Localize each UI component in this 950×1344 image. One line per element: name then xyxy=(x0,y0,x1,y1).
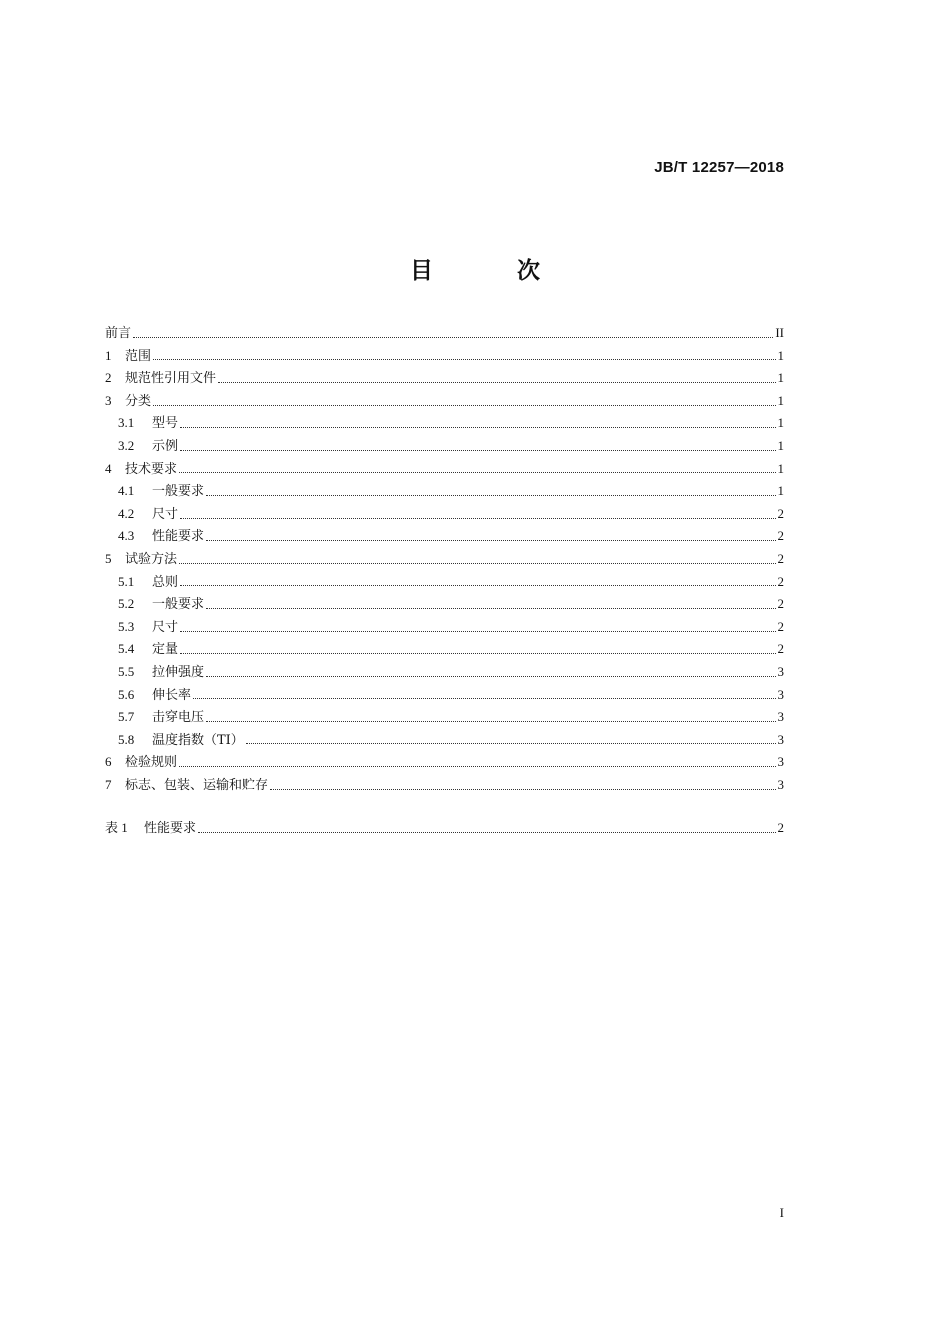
toc-entry-page: II xyxy=(775,325,784,340)
dot-leader xyxy=(180,653,775,654)
toc-entry-title: 拉伸强度 xyxy=(152,664,205,680)
toc-entry[interactable] xyxy=(105,367,784,390)
dot-leader xyxy=(179,766,775,767)
toc-entry[interactable] xyxy=(105,458,784,481)
toc-entry-number: 3.2 xyxy=(118,437,135,453)
toc-entry-page: 3 xyxy=(777,731,784,747)
dot-leader xyxy=(198,832,775,833)
toc-entry-page: 3 xyxy=(777,776,784,792)
toc-entry-number: 5.1 xyxy=(118,573,135,589)
toc-entry-page: 3 xyxy=(777,663,784,679)
dot-leader xyxy=(206,540,775,541)
toc-entry-page: 1 xyxy=(777,347,784,363)
toc-entry-page: 1 xyxy=(777,483,784,499)
toc-entry-page: 1 xyxy=(777,437,784,453)
toc-entry-number: 5.7 xyxy=(118,709,135,725)
toc-entry-number: 1 xyxy=(105,347,112,363)
toc-entry[interactable] xyxy=(105,661,784,684)
toc-entry-title: 总则 xyxy=(152,574,179,590)
toc-entry-title: 分类 xyxy=(125,393,152,409)
dot-leader xyxy=(206,495,775,496)
toc-entry-title: 型号 xyxy=(152,416,179,432)
page-title: 目 次 xyxy=(409,258,578,284)
toc-entry[interactable] xyxy=(105,390,784,413)
toc-entry-title: 尺寸 xyxy=(152,506,179,522)
toc-entry-page: 2 xyxy=(777,528,784,544)
toc-entry[interactable] xyxy=(105,774,784,797)
dot-leader xyxy=(180,518,775,519)
dot-leader xyxy=(246,743,776,744)
toc-entry-title: 温度指数（TI） xyxy=(152,732,244,748)
toc-entry-number: 5.4 xyxy=(118,641,135,657)
toc-entry[interactable] xyxy=(105,638,784,661)
toc-entry-title: 范围 xyxy=(125,348,152,364)
toc-entry-title: 规范性引用文件 xyxy=(125,371,217,387)
toc-entry-number: 4.3 xyxy=(118,528,135,544)
toc-entry-number: 5 xyxy=(105,550,112,566)
dot-leader xyxy=(206,721,775,722)
toc-entry-number: 4 xyxy=(105,460,112,476)
dot-leader xyxy=(179,563,775,564)
toc-entry[interactable] xyxy=(105,525,784,548)
dot-leader xyxy=(193,698,775,699)
toc-entry[interactable] xyxy=(105,706,784,729)
dot-leader xyxy=(133,337,773,338)
toc-entry-page: 3 xyxy=(777,686,784,702)
toc-entry-title: 标志、包装、运输和贮存 xyxy=(125,777,269,793)
dot-leader xyxy=(153,359,775,360)
toc-entry[interactable] xyxy=(105,751,784,774)
toc-entry-title: 前言 xyxy=(105,326,132,341)
toc-entry-page: 2 xyxy=(777,505,784,521)
table-list-entry[interactable] xyxy=(105,817,784,840)
toc-entry[interactable] xyxy=(105,729,784,752)
toc-entry-page: 1 xyxy=(777,392,784,408)
page-number: I xyxy=(779,1205,784,1220)
toc-entry-title: 性能要求 xyxy=(152,529,205,545)
toc-entry[interactable] xyxy=(105,435,784,458)
toc-entry[interactable] xyxy=(105,503,784,526)
toc-entry-page: 2 xyxy=(777,618,784,634)
dot-leader xyxy=(180,450,775,451)
toc-entry[interactable] xyxy=(105,616,784,639)
toc-entry[interactable] xyxy=(105,684,784,707)
toc-entry-number: 5.2 xyxy=(118,596,135,612)
toc-entry[interactable] xyxy=(105,412,784,435)
toc-entry-number: 4.2 xyxy=(118,505,135,521)
toc-entry-number: 表 1 xyxy=(105,820,128,836)
toc-entry-title: 伸长率 xyxy=(152,687,192,703)
dot-leader xyxy=(218,382,775,383)
dot-leader xyxy=(180,585,775,586)
toc-entry-page: 2 xyxy=(777,573,784,589)
document-code: JB/T 12257—2018 xyxy=(654,159,784,176)
toc-entry-number: 6 xyxy=(105,754,112,770)
toc-entry-title: 检验规则 xyxy=(125,755,178,771)
toc-entry-number: 7 xyxy=(105,776,112,792)
toc-entry-page: 2 xyxy=(777,550,784,566)
toc-entry-title: 一般要求 xyxy=(152,484,205,500)
toc-entry[interactable] xyxy=(105,571,784,594)
toc-entry-title: 性能要求 xyxy=(144,821,197,837)
toc-entry-title: 示例 xyxy=(152,438,179,454)
toc-entry-page: 2 xyxy=(777,596,784,612)
toc-entry-page: 1 xyxy=(777,415,784,431)
dot-leader xyxy=(153,405,775,406)
toc-entry-title: 定量 xyxy=(152,642,179,658)
toc-entry-number: 2 xyxy=(105,370,112,386)
toc-entry-number: 5.3 xyxy=(118,618,135,634)
toc-entry-number: 5.8 xyxy=(118,731,135,747)
toc-entry[interactable] xyxy=(105,593,784,616)
table-of-contents xyxy=(105,322,784,840)
dot-leader xyxy=(270,789,775,790)
dot-leader xyxy=(180,427,775,428)
toc-entry-page: 3 xyxy=(777,709,784,725)
toc-entry[interactable] xyxy=(105,345,784,368)
toc-entry[interactable] xyxy=(105,480,784,503)
toc-entry-title: 击穿电压 xyxy=(152,710,205,726)
toc-entry-page: 1 xyxy=(777,370,784,386)
toc-entry-page: 2 xyxy=(777,641,784,657)
toc-entry[interactable] xyxy=(105,322,784,345)
dot-leader xyxy=(206,676,775,677)
toc-entry-number: 4.1 xyxy=(118,483,135,499)
toc-entry-title: 试验方法 xyxy=(125,551,178,567)
toc-entry-number: 5.6 xyxy=(118,686,135,702)
toc-entry-number: 5.5 xyxy=(118,663,135,679)
toc-entry-title: 尺寸 xyxy=(152,619,179,635)
dot-leader xyxy=(206,608,775,609)
toc-entry[interactable] xyxy=(105,548,784,571)
toc-entry-title: 技术要求 xyxy=(125,461,178,477)
toc-entry-page: 3 xyxy=(777,754,784,770)
dot-leader xyxy=(180,631,775,632)
toc-entry-number: 3 xyxy=(105,392,112,408)
toc-entry-number: 3.1 xyxy=(118,415,135,431)
toc-entry-title: 一般要求 xyxy=(152,597,205,613)
toc-entry-page: 2 xyxy=(777,820,784,836)
toc-entry-page: 1 xyxy=(777,460,784,476)
dot-leader xyxy=(179,472,775,473)
